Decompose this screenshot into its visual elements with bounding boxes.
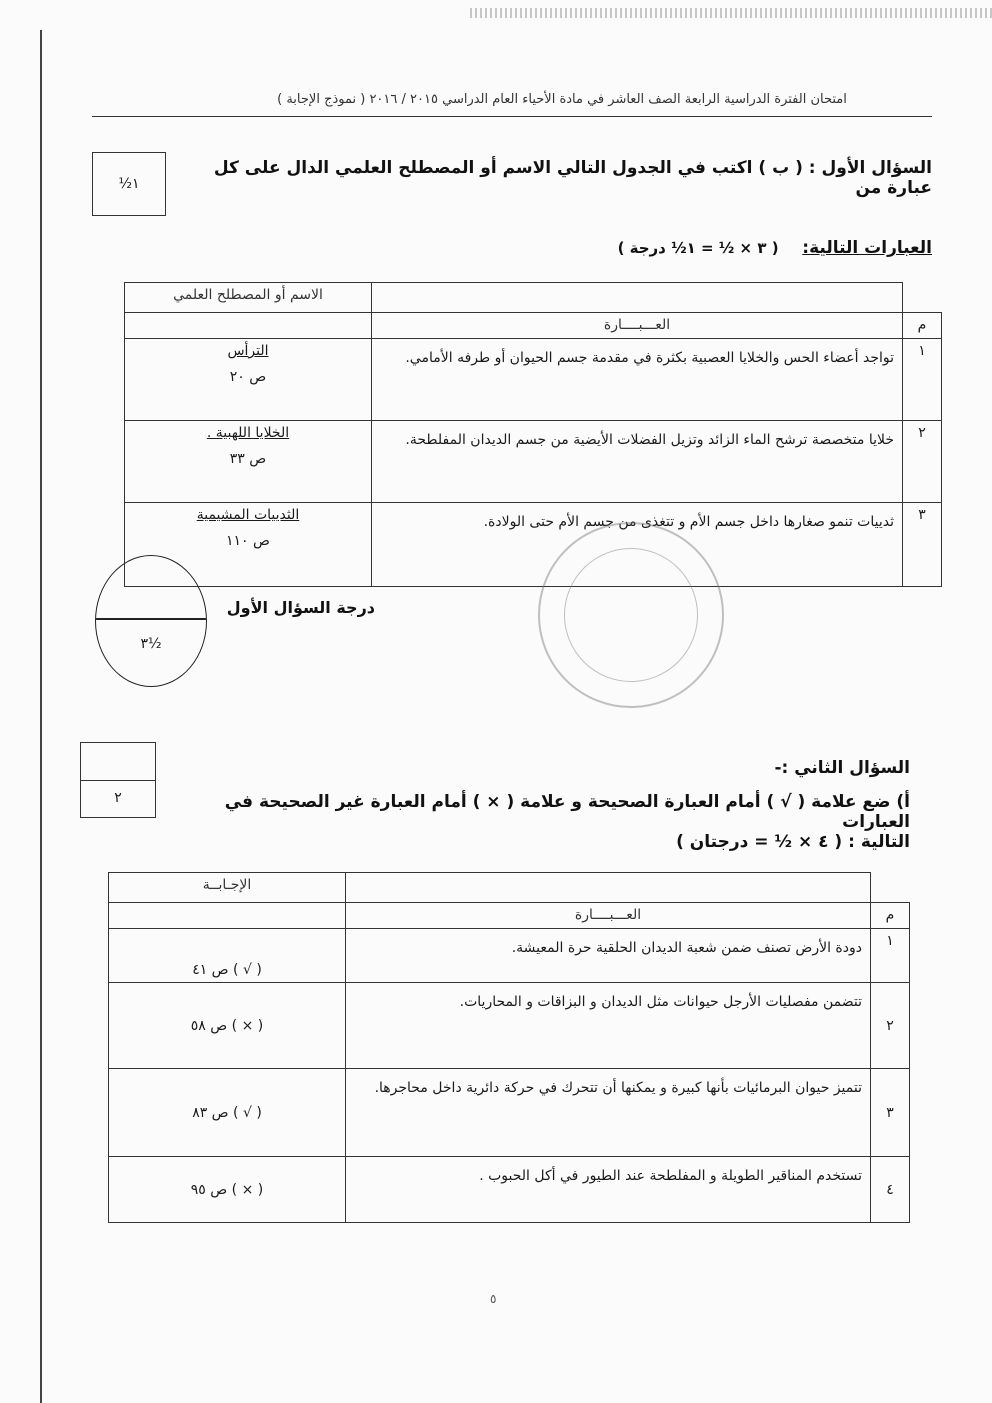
q2-answer-spacer xyxy=(109,903,346,929)
q2-table xyxy=(108,872,910,1223)
q2-score-box xyxy=(80,742,156,818)
row-answer: ( √ ) ص ٤١ xyxy=(109,929,346,983)
row-statement: تتضمن مفصليات الأرجل حيوانات مثل الديدان و البزاقات و المحاريات. xyxy=(346,983,871,1069)
row-answer: ( √ ) ص ٨٣ xyxy=(109,1069,346,1157)
margin-rule xyxy=(40,30,42,1403)
q2-subheader-row xyxy=(109,903,910,929)
row-answer-cell xyxy=(125,339,372,421)
q2-col-statement xyxy=(346,873,871,903)
q1-num-header: م xyxy=(903,313,942,339)
row-page-ref: ص ٢٠ xyxy=(229,369,267,385)
row-page-ref: ص ٣٣ xyxy=(229,451,267,467)
row-number: ٣ xyxy=(903,503,942,587)
row-number: ٤ xyxy=(871,1157,910,1223)
q2-num-header: م xyxy=(871,903,910,929)
exam-title: امتحان الفترة الدراسية الرابعة الصف العاشر في مادة الأحياء العام الدراسي ٢٠١٥ / ٢٠١٦ ( نموذج الإجابة ) xyxy=(277,92,847,107)
q2-score-divider xyxy=(81,780,155,781)
q1-table xyxy=(124,282,942,587)
q2-title: السؤال الثاني :- xyxy=(774,758,910,778)
row-answer: الخلايا اللهبية . xyxy=(206,425,290,441)
row-statement: تستخدم المناقير الطويلة و المفلطحة عند الطيور في أكل الحبوب . xyxy=(346,1157,871,1223)
q1-total-value: ٣½ xyxy=(140,636,162,652)
table-row xyxy=(109,1069,910,1157)
q1-table-header xyxy=(125,283,942,313)
row-number: ٢ xyxy=(903,421,942,503)
row-statement: خلايا متخصصة ترشح الماء الزائد وتزيل الفضلات الأيضية من جسم الديدان المفلطحة. xyxy=(372,421,903,503)
q1-title-line1: السؤال الأول : ( ب ) اكتب في الجدول التالي الاسم أو المصطلح العلمي الدال على كل عبارة من xyxy=(213,158,932,198)
q2-table-header xyxy=(109,873,910,903)
q2-score: ٢ xyxy=(114,790,122,806)
header-divider xyxy=(92,116,932,117)
row-statement: ثدييات تنمو صغارها داخل جسم الأم و تتغذى من جسم الأم حتى الولادة. xyxy=(372,503,903,587)
row-answer: ( × ) ص ٩٥ xyxy=(109,1157,346,1223)
q1-title-line2 xyxy=(372,238,932,258)
row-number: ١ xyxy=(903,339,942,421)
q1-subheader-row xyxy=(125,313,942,339)
row-statement: تتميز حيوان البرمائيات بأنها كبيرة و يمكنها أن تتحرك في حركة دائرية داخل محاجرها. xyxy=(346,1069,871,1157)
q1-total-label: درجة السؤال الأول xyxy=(226,598,375,617)
q2-col-num xyxy=(871,873,910,903)
row-page-ref: ص ١١٠ xyxy=(226,533,270,549)
row-number: ٣ xyxy=(871,1069,910,1157)
q2-col-answer: الإجـابــة xyxy=(109,873,346,903)
q1-answer-spacer xyxy=(125,313,372,339)
row-answer-cell xyxy=(125,421,372,503)
row-number: ٢ xyxy=(871,983,910,1069)
q1-col-answer: الاسم أو المصطلح العلمي xyxy=(125,283,372,313)
q1-statement-header: العـــبــــارة xyxy=(372,313,903,339)
ministry-seal-stamp xyxy=(538,522,724,708)
q1-col-statement xyxy=(372,283,903,313)
q1-total-circle xyxy=(95,555,207,687)
q1-score: ١½ xyxy=(118,176,140,192)
q1-marks: ( ٣ × ½ = ١½ درجة ) xyxy=(617,239,779,257)
circle-divider xyxy=(96,618,206,620)
row-answer: ( × ) ص ٥٨ xyxy=(109,983,346,1069)
table-row xyxy=(109,929,910,983)
table-row xyxy=(125,339,942,421)
q2-instruction-line1: أ) ضع علامة ( √ ) أمام العبارة الصحيحة و علامة ( × ) أمام العبارة غير الصحيحة في العبارات xyxy=(224,792,910,832)
scan-artifact xyxy=(470,8,992,18)
q1-col-num xyxy=(903,283,942,313)
q1-score-box xyxy=(92,152,166,216)
table-row xyxy=(109,983,910,1069)
table-row xyxy=(109,1157,910,1223)
page-number: ٥ xyxy=(490,1292,497,1306)
q2-statement-header: العـــبــــارة xyxy=(346,903,871,929)
table-row xyxy=(125,503,942,587)
row-answer: الثدييات المشيمية xyxy=(196,507,300,523)
row-answer: الترأس xyxy=(227,343,269,359)
seal-inner-ring xyxy=(564,548,698,682)
row-statement: دودة الأرض تصنف ضمن شعبة الديدان الحلقية حرة المعيشة. xyxy=(346,929,871,983)
table-row xyxy=(125,421,942,503)
q2-instruction-line2: التالية : ( ٤ × ½ = درجتان ) xyxy=(676,832,910,852)
q1-title-prefix: العبارات التالية: xyxy=(802,238,932,258)
row-number: ١ xyxy=(871,929,910,983)
row-statement: تواجد أعضاء الحس والخلايا العصبية بكثرة في مقدمة جسم الحيوان أو طرفه الأمامي. xyxy=(372,339,903,421)
